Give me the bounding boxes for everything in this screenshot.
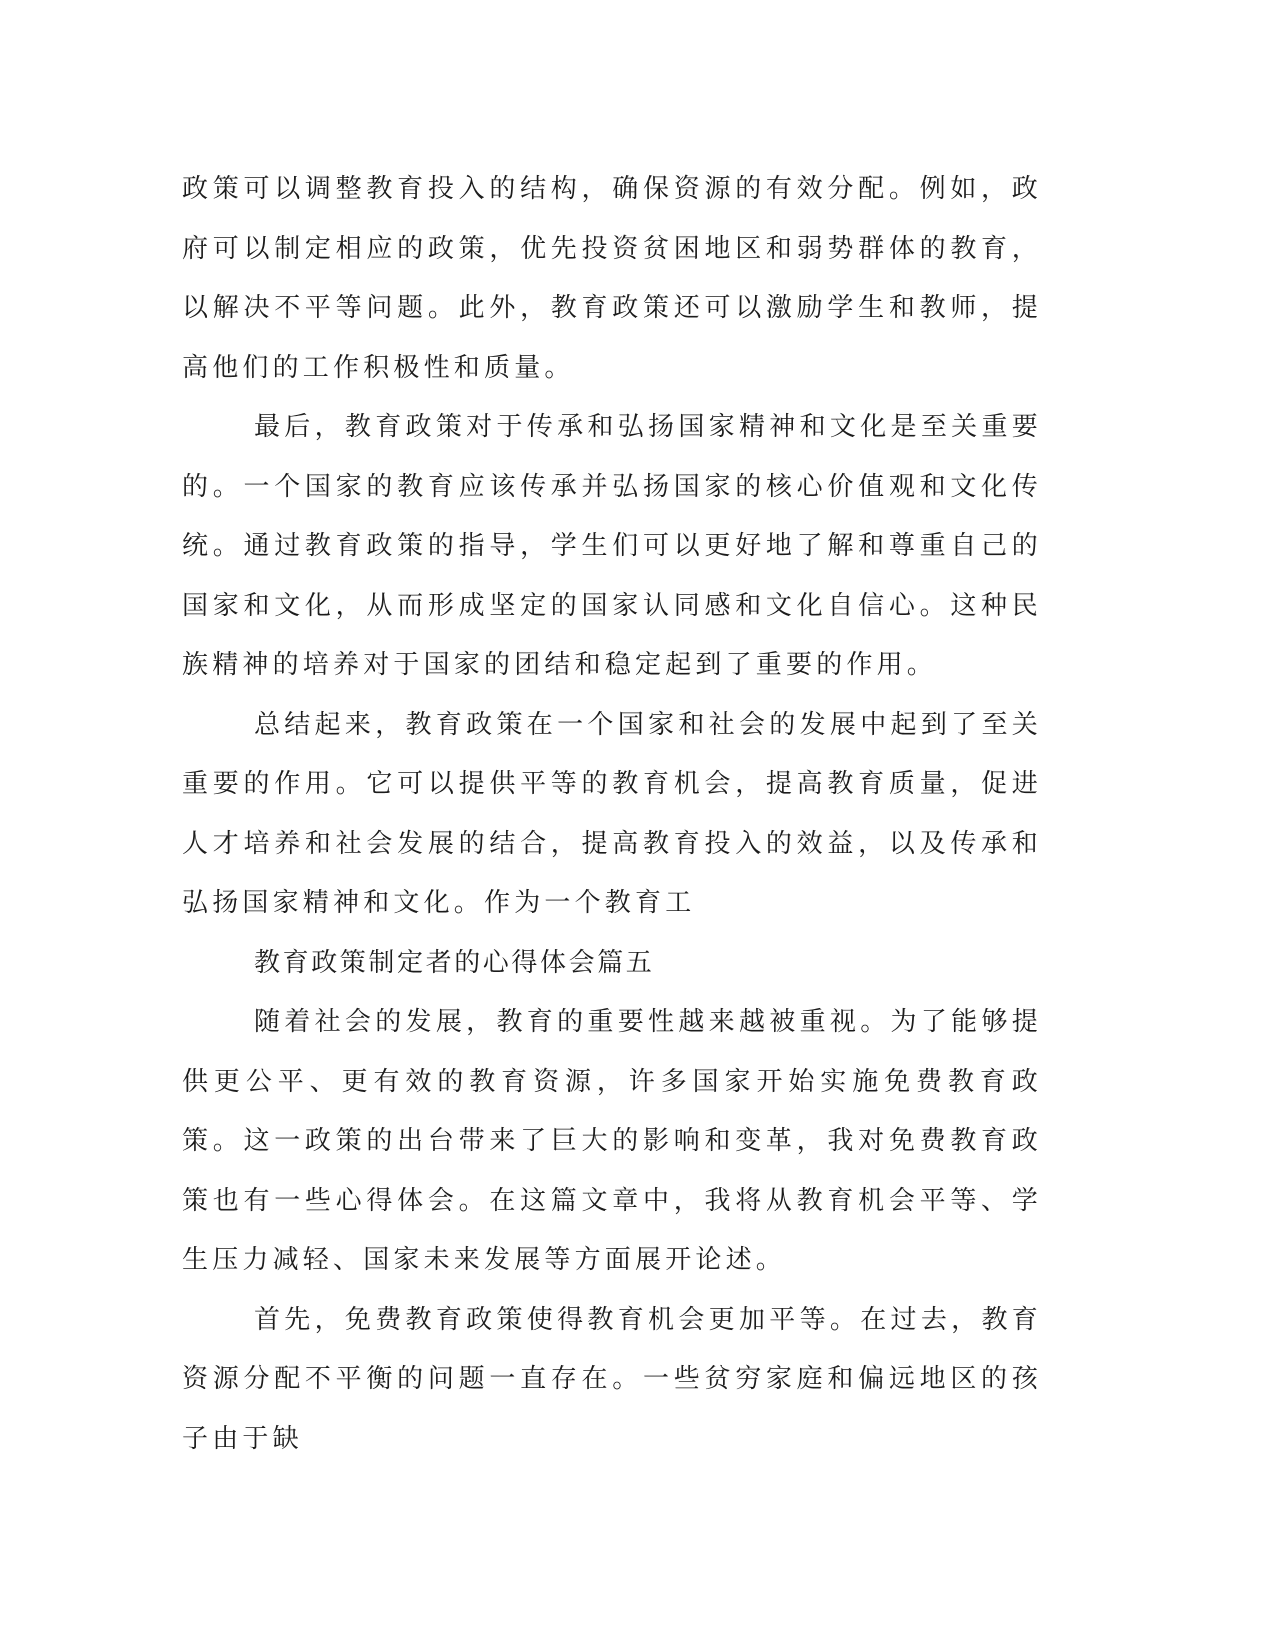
paragraph-continuation: 政策可以调整教育投入的结构，确保资源的有效分配。例如，政府可以制定相应的政策，优先投资贫困地区和弱势群体的教育，以解决不平等问题。此外，教育政策还可以激励学生和教师，提高他们的工作积极性和质量。 (182, 174, 1042, 383)
paragraph-finally: 最后，教育政策对于传承和弘扬国家精神和文化是至关重要的。一个国家的教育应该传承并弘扬国家的核心价值观和文化传统。通过教育政策的指导，学生们可以更好地了解和尊重自己的国家和文化，从而形成坚定的国家认同感和文化自信心。这种民族精神的培养对于国家的团结和稳定起到了重要的作用。 (182, 412, 1042, 680)
section-heading: 教育政策制定者的心得体会篇五 (254, 947, 655, 978)
document-body (182, 160, 1042, 1469)
paragraph-intro: 随着社会的发展，教育的重要性越来越被重视。为了能够提供更公平、更有效的教育资源，许多国家开始实施免费教育政策。这一政策的出台带来了巨大的影响和变革，我对免费教育政策也有一些心得体会。在这篇文章中，我将从教育机会平等、学生压力减轻、国家未来发展等方面展开论述。 (182, 1007, 1042, 1275)
paragraph-summary: 总结起来，教育政策在一个国家和社会的发展中起到了至关重要的作用。它可以提供平等的教育机会，提高教育质量，促进人才培养和社会发展的结合，提高教育投入的效益，以及传承和弘扬国家精神和文化。作为一个教育工 (182, 709, 1042, 918)
paragraph-first: 首先，免费教育政策使得教育机会更加平等。在过去，教育资源分配不平衡的问题一直存在。一些贫穷家庭和偏远地区的孩子由于缺 (182, 1304, 1042, 1454)
